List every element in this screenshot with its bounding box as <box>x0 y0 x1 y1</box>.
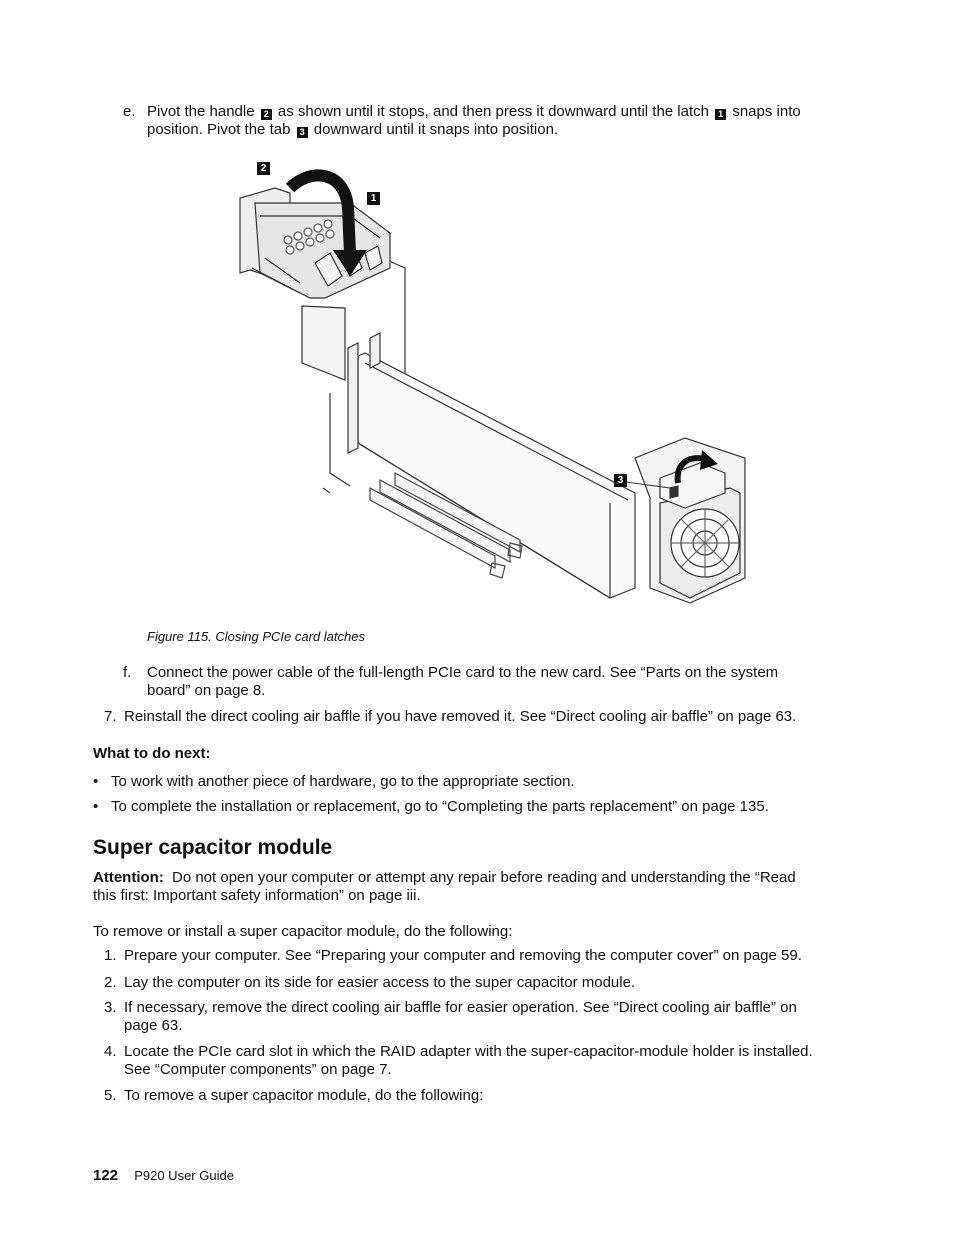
step-f-line1: Connect the power cable of the full-length PCIe card to the new card. See “Parts on the system <box>147 664 779 681</box>
section-title: Super capacitor module <box>93 836 333 859</box>
figure-callout-3: 3 <box>614 474 627 487</box>
figure-callout-2: 2 <box>257 162 270 175</box>
next-heading: What to do next: <box>93 745 211 762</box>
page-number: 122 <box>93 1167 119 1184</box>
step-f-line2: board” on page 8. <box>147 682 266 699</box>
callout-tab: 3 <box>297 127 308 138</box>
attention-label: Attention: <box>93 869 164 886</box>
bullet: • <box>93 773 99 790</box>
figure-caption: Figure 115. Closing PCIe card latches <box>147 629 365 644</box>
figure-pcie-latches <box>230 158 770 613</box>
callout-latch: 1 <box>715 109 726 120</box>
step-f-marker: f. <box>123 664 132 681</box>
bullet: • <box>93 798 99 815</box>
section-intro: To remove or install a super capacitor module, do the following: <box>93 923 513 940</box>
step-e-line2: position. Pivot the tab 3 downward until it snaps into position. <box>147 121 559 138</box>
attention-note: Attention: Do not open your computer or attempt any repair before reading and understanding the “Read this first: Important safety information” on page iii. <box>93 869 796 904</box>
document-title: P920 User Guide <box>134 1168 234 1183</box>
step-e-marker: e. <box>123 103 136 120</box>
callout-handle: 2 <box>261 109 272 120</box>
figure-callout-1: 1 <box>367 192 380 205</box>
page-footer <box>93 1167 234 1185</box>
step-7-text: Reinstall the direct cooling air baffle if you have removed it. See “Direct cooling air baffle” on page 63. <box>124 708 797 725</box>
pcie-card-illustration <box>230 158 770 613</box>
step-7-marker: 7. <box>104 708 117 725</box>
step-e-line1: Pivot the handle 2 as shown until it stops, and then press it downward until the latch 1 snaps into <box>147 103 801 120</box>
